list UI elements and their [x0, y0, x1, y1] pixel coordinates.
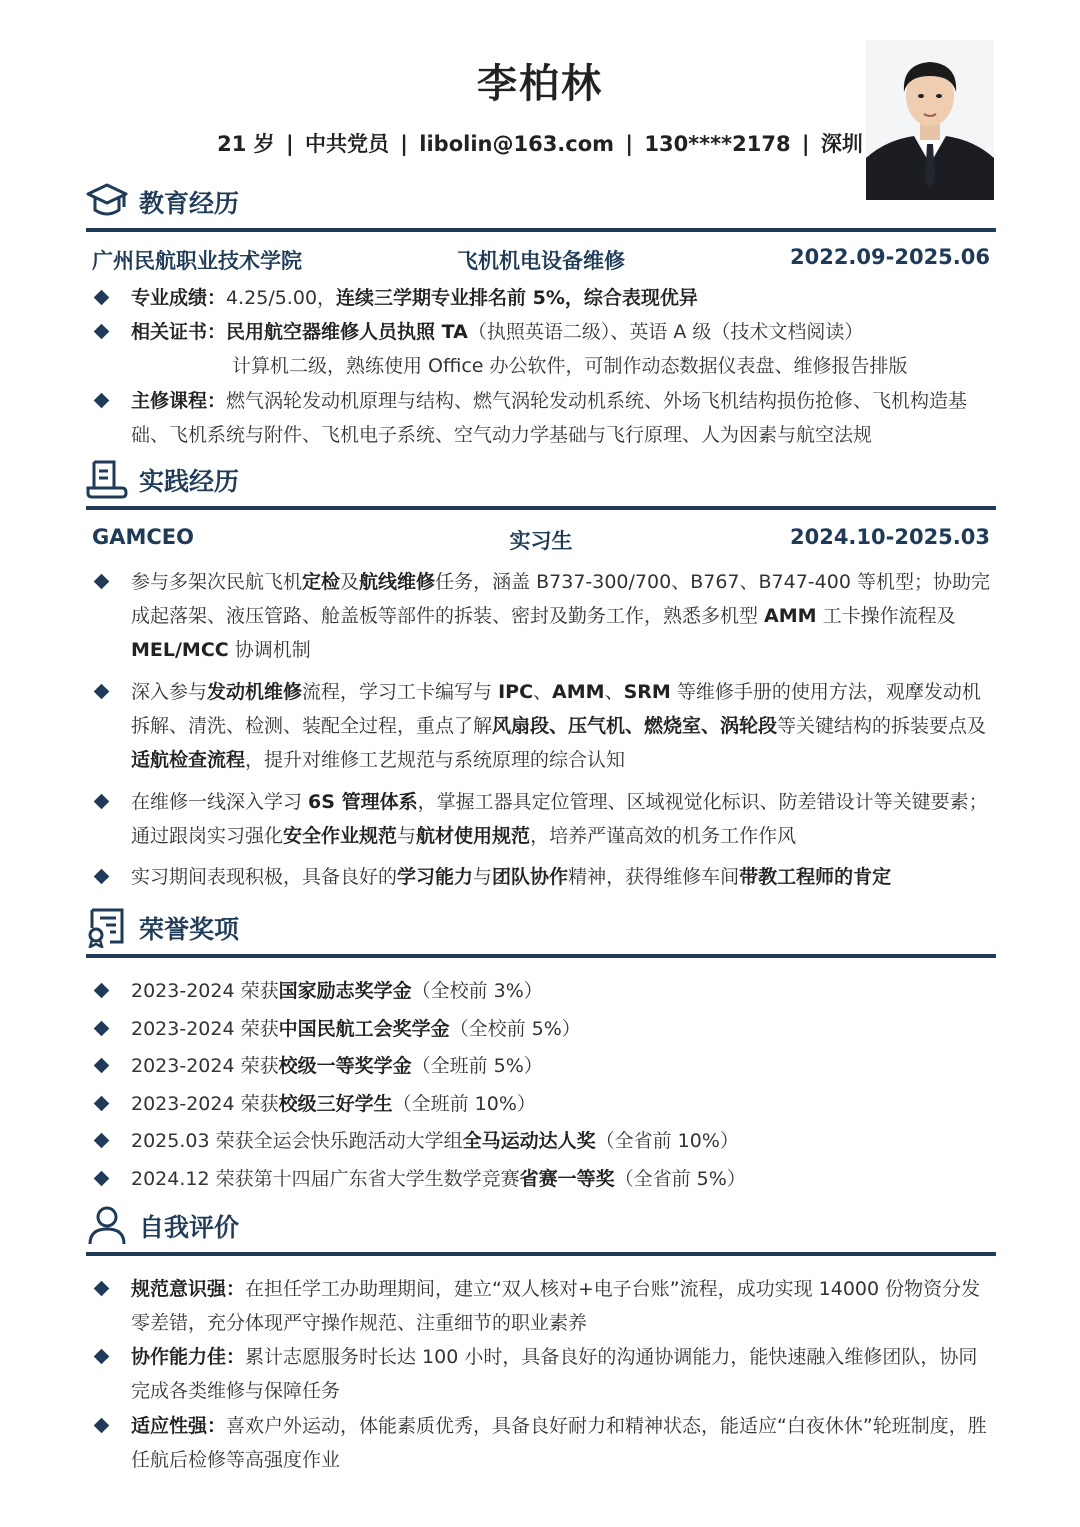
list-item: 2023-2024 荣获校级一等奖学金（全班前 5%） [92, 1049, 992, 1083]
list-item: 2023-2024 荣获校级三好学生（全班前 10%） [92, 1087, 992, 1121]
diamond-bullet-icon [94, 983, 110, 999]
diamond-bullet-icon [94, 1096, 110, 1112]
list-item: 2025.03 荣获全运会快乐跑活动大学组全马运动达人奖（全省前 10%） [92, 1124, 992, 1158]
certificate-icon [86, 906, 128, 948]
diamond-bullet-icon [94, 869, 110, 885]
profile-photo [866, 40, 994, 200]
section-self-evaluation [86, 1204, 996, 1248]
diamond-bullet-icon [94, 684, 110, 700]
city: 深圳 [820, 132, 863, 156]
diamond-bullet-icon [94, 794, 110, 810]
section-divider [86, 1252, 996, 1256]
person-icon [86, 1204, 128, 1246]
separator: | [400, 132, 408, 156]
education-period: 2022.09-2025.06 [789, 245, 990, 269]
list-item: 深入参与发动机维修流程，学习工卡编写与 IPC、AMM、SRM 等维修手册的使用方法，观摩发动机拆解、清洗、检测、装配全过程，重点了解风扇段、压气机、燃烧室、涡轮段等关键结构的拆装要点及适航检查流程，提升对维修工艺规范与系统原理的综合认知 [92, 675, 992, 777]
list-item: 2023-2024 荣获国家励志奖学金（全校前 3%） [92, 974, 992, 1008]
diamond-bullet-icon [94, 1418, 110, 1434]
phone: 130****2178 [644, 132, 791, 156]
scroll-icon [86, 458, 128, 500]
practice-period: 2024.10-2025.03 [789, 525, 990, 549]
diamond-bullet-icon [94, 1281, 110, 1297]
list-item: 专业成绩：4.25/5.00，连续三学期专业排名前 5%，综合表现优异 [92, 281, 992, 315]
section-title: 荣誉奖项 [139, 915, 240, 944]
list-item: 实习期间表现积极，具备良好的学习能力与团队协作精神，获得维修车间带教工程师的肯定 [92, 860, 992, 894]
diamond-bullet-icon [94, 1133, 110, 1149]
section-title: 自我评价 [139, 1213, 240, 1242]
section-education [86, 180, 996, 224]
section-divider [86, 506, 996, 510]
list-item: 规范意识强：在担任学工办助理期间，建立“双人核对+电子台账”流程，成功实现 14000 份物资分发零差错，充分体现严守操作规范、注重细节的职业素养 [92, 1272, 992, 1340]
diamond-bullet-icon [94, 1171, 110, 1187]
practice-header-row [92, 525, 990, 555]
diamond-bullet-icon [94, 1349, 110, 1365]
list-item: 2024.12 荣获第十四届广东省大学生数学竞赛省赛一等奖（全省前 5%） [92, 1162, 992, 1196]
email: libolin@163.com [419, 132, 615, 156]
separator: | [285, 132, 294, 156]
list-item: 在维修一线深入学习 6S 管理体系，掌握工器具定位管理、区域视觉化标识、防差错设计等关键要素；通过跟岗实习强化安全作业规范与航材使用规范，培养严谨高效的机务工作作风 [92, 785, 992, 853]
company: GAMCEO [92, 525, 194, 549]
list-item: 主修课程：燃气涡轮发动机原理与结构、燃气涡轮发动机系统、外场飞机结构损伤抢修、飞机构造基础、飞机系统与附件、飞机电子系统、空气动力学基础与飞行原理、人为因素与航空法规 [92, 384, 992, 452]
section-honors [86, 906, 996, 950]
education-header-row [92, 245, 990, 275]
list-item: 2023-2024 荣获中国民航工会奖学金（全校前 5%） [92, 1012, 992, 1046]
candidate-name: 李柏林 [477, 61, 603, 107]
separator: | [801, 132, 810, 156]
age: 21 岁 [217, 132, 275, 156]
section-divider [86, 954, 996, 958]
separator: | [625, 132, 634, 156]
graduation-cap-icon [86, 180, 128, 222]
list-item: 适应性强：喜欢户外运动，体能素质优秀，具备良好耐力和精神状态，能适应“白夜休休”轮班制度，胜任航后检修等高强度作业 [92, 1409, 992, 1477]
diamond-bullet-icon [94, 1058, 110, 1074]
political-status: 中共党员 [304, 132, 389, 156]
role: 实习生 [509, 529, 573, 553]
diamond-bullet-icon [94, 324, 110, 340]
major: 飞机机电设备维修 [457, 249, 625, 273]
diamond-bullet-icon [94, 574, 110, 590]
section-divider [86, 228, 996, 232]
school: 广州民航职业技术学院 [92, 249, 302, 273]
list-item: 相关证书：民用航空器维修人员执照 TA（执照英语二级）、英语 A 级（技术文档阅读） 计算机二级，熟练使用 Office 办公软件，可制作动态数据仪表盘、维修报告排版 [92, 315, 992, 383]
diamond-bullet-icon [94, 1021, 110, 1037]
diamond-bullet-icon [94, 393, 110, 409]
section-title: 实践经历 [139, 467, 240, 496]
section-title: 教育经历 [139, 189, 240, 218]
list-item: 协作能力佳：累计志愿服务时长达 100 小时，具备良好的沟通协调能力，能快速融入维修团队，协同完成各类维修与保障任务 [92, 1340, 992, 1408]
diamond-bullet-icon [94, 290, 110, 306]
list-item: 参与多架次民航飞机定检及航线维修任务，涵盖 B737-300/700、B767、B747-400 等机型；协助完成起落架、液压管路、舱盖板等部件的拆装、密封及勤务工作，熟悉多机型 AMM 工卡操作流程及 MEL/MCC 协调机制 [92, 565, 992, 667]
section-practice [86, 458, 996, 502]
